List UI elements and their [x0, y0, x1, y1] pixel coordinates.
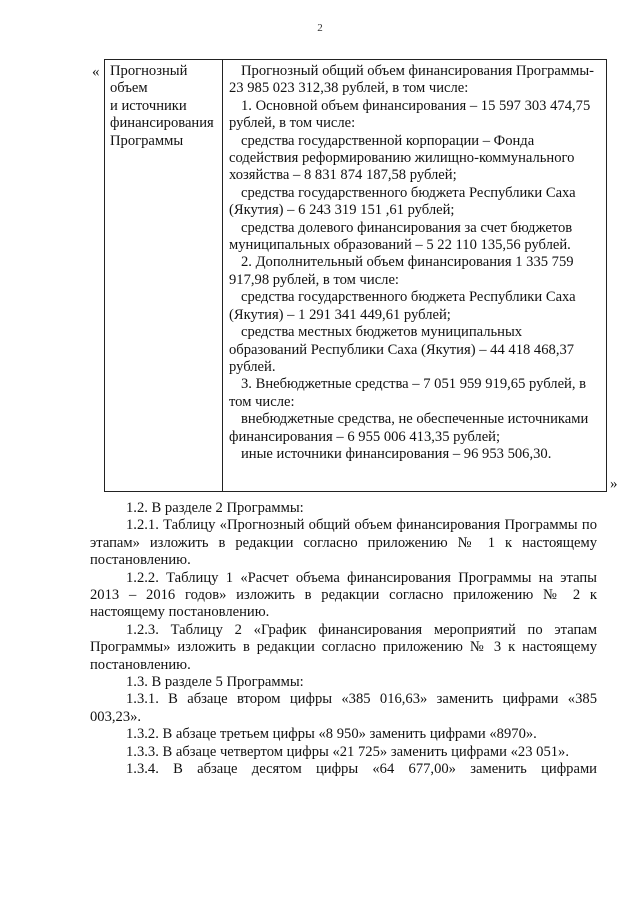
funding-additional-local-paragraph: средства местных бюджетов муниципальных образований Республики Саха (Якутия) – 44 418 468,37 рублей. — [229, 324, 575, 375]
label-line: Прогнозный — [110, 63, 188, 79]
table-row — [105, 60, 607, 492]
program-passport-table — [104, 59, 607, 492]
amendment-paragraph: 1.3.4. В абзаце десятом цифры «64 677,00» заменить цифрами — [126, 761, 597, 778]
funding-state-budget-paragraph: средства государственного бюджета Республики Саха (Якутия) – 6 243 319 151 ,61 рублей; — [229, 184, 576, 219]
funding-extrabudgetary-paragraph: 3. Внебюджетные средства – 7 051 959 919,65 рублей, в том числе: — [229, 376, 587, 410]
amendment-paragraph: 1.2.3. Таблицу 2 «График финансирования мероприятий по этапам Программы» изложить в редакции согласно приложению № 3 к настоящему постановлению. — [90, 621, 597, 673]
funding-total-paragraph: Прогнозный общий объем финансирования Программы- 23 985 023 312,38 рублей, в том числе: — [229, 63, 594, 97]
funding-other-sources-paragraph: иные источники финансирования – 96 953 506,30. — [241, 445, 552, 462]
amendment-paragraph: 1.3.1. В абзаце втором цифры «385 016,63» заменить цифрами «385 003,23». — [90, 691, 597, 725]
funding-fund-paragraph: средства государственной корпорации – Фонда содействия реформированию жилищно-коммунального хозяйства – 8 831 874 187,58 рублей; — [229, 132, 575, 184]
opening-quote: « — [92, 64, 100, 80]
label-line: и источники — [110, 97, 187, 114]
section-heading: 1.3. В разделе 5 Программы: — [126, 674, 304, 691]
label-line: объем — [110, 80, 148, 97]
amendment-paragraph: 1.3.2. В абзаце третьем цифры «8 950» заменить цифрами «8970». — [126, 726, 537, 743]
amendments-text — [90, 500, 597, 779]
passport-value-cell — [223, 60, 607, 492]
closing-quote: » — [610, 476, 618, 492]
passport-label-cell — [105, 60, 223, 492]
label-line: Программы — [110, 132, 184, 149]
funding-municipal-paragraph: средства долевого финансирования за счет бюджетов муниципальных образований – 5 22 110 135,56 рублей. — [229, 219, 573, 254]
amendment-paragraph: 1.2.2. Таблицу 1 «Расчет объема финансирования Программы на этапы 2013 – 2016 годов» изложить в редакции согласно приложению № 2 к настоящему постановлению. — [90, 569, 597, 621]
page-number: 2 — [317, 22, 323, 34]
amendment-paragraph: 1.3.3. В абзаце четвертом цифры «21 725» заменить цифрами «23 051». — [126, 743, 569, 760]
funding-unsecured-paragraph: внебюджетные средства, не обеспеченные источниками финансирования – 6 955 006 413,35 рублей; — [229, 411, 589, 445]
amendment-paragraph: 1.2.1. Таблицу «Прогнозный общий объем финансирования Программы по этапам» изложить в редакции согласно приложению № 1 к настоящему постановлению. — [90, 517, 597, 569]
funding-additional-paragraph: 2. Дополнительный объем финансирования 1 335 759 917,98 рублей, в том числе: — [229, 254, 574, 288]
funding-main-paragraph: 1. Основной объем финансирования – 15 597 303 474,75 рублей, в том числе: — [229, 97, 591, 132]
section-heading: 1.2. В разделе 2 Программы: — [126, 500, 304, 516]
label-line: финансирования — [110, 115, 214, 132]
funding-additional-state-paragraph: средства государственного бюджета Республики Саха (Якутия) – 1 291 341 449,61 рублей; — [229, 289, 576, 323]
